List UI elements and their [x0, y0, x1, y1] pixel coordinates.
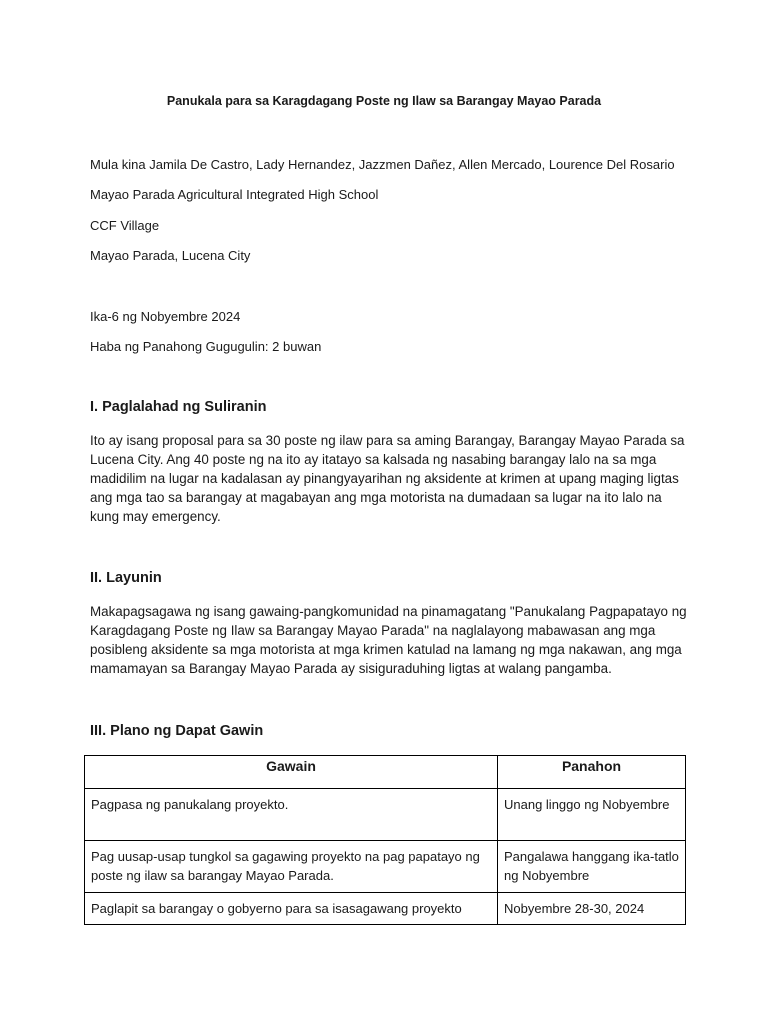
table-cell: Pangalawa hanggang ika-tatlo ng Nobyembre: [498, 841, 686, 893]
village-line: CCF Village: [90, 218, 160, 233]
city-line: Mayao Parada, Lucena City: [90, 248, 251, 263]
table-row: [85, 841, 686, 893]
plan-table: [84, 755, 686, 925]
table-row: [85, 789, 686, 841]
section-body-objective: Makapagsagawa ng isang gawaing-pangkomunidad na pinamagatang "Panukalang Pagpapatayo ng Karagdagang Poste ng Ilaw sa Barangay Mayao Parada" na naglalayong mabawasan ang mga posibleng aksidente sa mga motorista at mga krimen katulad na lamang ng mga nakawan, ang mga mamamayan sa Barangay Mayao Parada ay sisiguraduhing ligtas at walang pangamba.: [90, 604, 687, 676]
table-cell: Unang linggo ng Nobyembre: [498, 789, 686, 841]
table-cell: Paglapit sa barangay o gobyerno para sa isasagawang proyekto: [85, 893, 498, 925]
table-cell: Pagpasa ng panukalang proyekto.: [85, 789, 498, 841]
table-cell: Pag uusap-usap tungkol sa gagawing proyekto na pag papatayo ng poste ng ilaw sa barangay Mayao Parada.: [85, 841, 498, 893]
column-header-panahon: Panahon: [498, 756, 686, 789]
duration-line: Haba ng Panahong Gugugulin: 2 buwan: [90, 339, 322, 354]
school-line: Mayao Parada Agricultural Integrated High School: [90, 187, 379, 202]
table-row: [85, 893, 686, 925]
date-line: Ika-6 ng Nobyembre 2024: [90, 309, 241, 324]
section-heading-problem: I. Paglalahad ng Suliranin: [90, 399, 267, 415]
column-header-gawain: Gawain: [85, 756, 498, 789]
section-body-problem: Ito ay isang proposal para sa 30 poste ng ilaw para sa aming Barangay, Barangay Mayao Parada sa Lucena City. Ang 40 poste ng na ito ay itatayo sa kalsada ng nasabing barangay lalo na sa mga madidilim na lugar na kadalasan ay pinangyayarihan ng aksidente at krimen at upang maging ligtas ang mga tao sa barangay at magabayan ang mga motorista na dumadaan sa lugar na ito lalo na kung may emergency.: [90, 433, 685, 524]
authors-line: Mula kina Jamila De Castro, Lady Hernandez, Jazzmen Dañez, Allen Mercado, Lourence Del Rosario: [90, 157, 675, 172]
document-title: Panukala para sa Karagdagang Poste ng Ilaw sa Barangay Mayao Parada: [166, 94, 602, 108]
section-heading-plan: III. Plano ng Dapat Gawin: [90, 723, 264, 739]
table-cell: Nobyembre 28-30, 2024: [498, 893, 686, 925]
table-header-row: [85, 756, 686, 789]
section-heading-objective: II. Layunin: [90, 570, 162, 586]
